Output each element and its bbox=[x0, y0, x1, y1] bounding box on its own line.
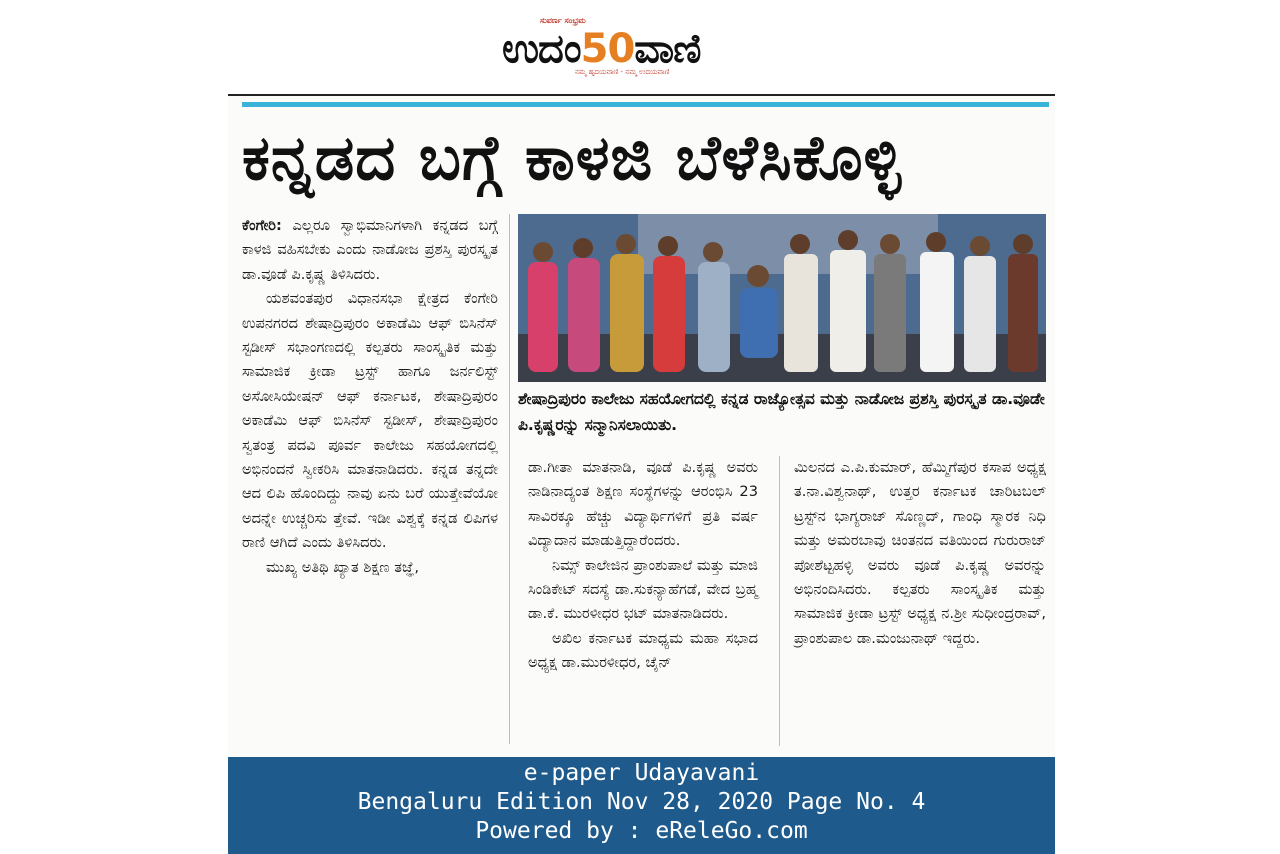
logo-fifty: 50 bbox=[580, 26, 635, 72]
paragraph: ಅಖಿಲ ಕರ್ನಾಟಕ ಮಾಧ್ಯಮ ಮಹಾ ಸಭಾದ ಅಧ್ಯಕ್ಷ ಡಾ.ಮುರಳೀಧರ, ಚೈನ್ bbox=[528, 629, 758, 672]
column-divider bbox=[509, 214, 510, 744]
epaper-footer-banner bbox=[228, 757, 1055, 854]
paragraph-text: ಎಲ್ಲರೂ ಸ್ವಾಭಿಮಾನಿಗಳಾಗಿ ಕನ್ನಡದ ಬಗ್ಗೆ ಕಾಳಜಿ ವಹಿಸಬೇಕು ಎಂದು ನಾಡೋಜ ಪ್ರಶಸ್ತಿ ಪುರಸ್ಕೃತ ಡಾ.ವೂಡೆ ಪಿ.ಕೃಷ್ಣ ತಿಳಿಸಿದರು. bbox=[242, 217, 498, 283]
paragraph: ನಿಮ್ಸ್ ಕಾಲೇಜಿನ ಪ್ರಾಂಶುಪಾಲೆ ಮತ್ತು ಮಾಜಿ ಸಿಂಡಿಕೇಟ್ ಸದಸ್ಯೆ ಡಾ.ಸುಕನ್ಯಾಹೆಗಡೆ, ವೇದ ಬ್ರಹ್ಮ ಡಾ.ಕೆ. ಮುರಳೀಧರ ಭಟ್ ಮಾತನಾಡಿದರು. bbox=[528, 556, 758, 623]
dateline: ಕೆಂಗೇರಿ: bbox=[242, 217, 282, 234]
masthead-tagline: ಸುವರ್ಣ ಸಂಭ್ರಮ bbox=[540, 16, 586, 25]
column-divider bbox=[779, 456, 780, 746]
newspaper-logo bbox=[502, 26, 700, 72]
paragraph: ಡಾ.ಗೀತಾ ಮಾತನಾಡಿ, ವೂಡೆ ಪಿ.ಕೃಷ್ಣ ಅವರು ನಾಡಿನಾದ್ಯಂತ ಶಿಕ್ಷಣ ಸಂಸ್ಥೆಗಳನ್ನು ಆರಂಭಿಸಿ 23 ಸಾವಿರಕ್ಕೂ ಹೆಚ್ಚು ವಿದ್ಯಾರ್ಥಿಗಳಿಗೆ ಪ್ರತಿ ವರ್ಷ ವಿದ್ಯಾದಾನ ಮಾಡುತ್ತಿದ್ದಾರೆಂದರು. bbox=[528, 459, 758, 550]
article-column-2 bbox=[528, 456, 758, 676]
group-photo-image bbox=[518, 214, 1046, 382]
paragraph: ಯಶವಂತಪುರ ವಿಧಾನಸಭಾ ಕ್ಷೇತ್ರದ ಕೆಂಗೇರಿ ಉಪನಗರದ ಶೇಷಾದ್ರಿಪುರಂ ಅಕಾಡೆಮಿ ಆಫ್ ಬಿಸಿನೆಸ್ ಸ್ಟಡೀಸ್ ಸಭಾಂಗಣದಲ್ಲಿ ಕಲ್ಪತರು ಸಾಂಸ್ಕೃತಿಕ ಮತ್ತು ಸಾಮಾಜಿಕ ಕ್ರೀಡಾ ಟ್ರಸ್ಟ್ ಹಾಗೂ ಜರ್ನಲಿಸ್ಟ್ ಅಸೋಸಿಯೇಷನ್ ಆಫ್ ಕರ್ನಾಟಕ, ಶೇಷಾದ್ರಿಪುರಂ ಅಕಾಡೆಮಿ ಆಫ್ ಬಿಸಿನೆಸ್ ಸ್ಟಡೀಸ್, ಶೇಷಾದ್ರಿಪುರಂ ಸ್ವತಂತ್ರ ಪದವಿ ಪೂರ್ವ ಕಾಲೇಜು ಸಹಯೋಗದಲ್ಲಿ ಅಭಿನಂದನೆ ಸ್ವೀಕರಿಸಿ ಮಾತನಾಡಿದರು. ಕನ್ನಡ ತನ್ನದೇ ಆದ ಲಿಪಿ ಹೊಂದಿದ್ದು ನಾವು ಏನು ಬರೆ ಯುತ್ತೇವೆಯೋ ಅದನ್ನೇ ಉಚ್ಚರಿಸು ತ್ತೇವೆ. ಇಡೀ ವಿಶ್ವಕ್ಕೆ ಕನ್ನಡ ಲಿಪಿಗಳ ರಾಣಿ ಆಗಿದೆ ಎಂದು ತಿಳಿಸಿದರು. bbox=[242, 290, 498, 552]
article-column-3 bbox=[794, 456, 1046, 651]
footer-line-3: Powered by : eReleGo.com bbox=[475, 818, 808, 844]
footer-line-2: Bengaluru Edition Nov 28, 2020 Page No. 4 bbox=[357, 789, 926, 815]
paragraph: ಮುಖ್ಯ ಅತಿಥಿ ಖ್ಯಾತ ಶಿಕ್ಷಣ ತಜ್ಞೆ, bbox=[266, 558, 420, 576]
accent-rule bbox=[242, 102, 1049, 107]
footer-line-1: e-paper Udayavani bbox=[523, 760, 760, 786]
article-headline: ಕನ್ನಡದ ಬಗ್ಗೆ ಕಾಳಜಿ ಬೆಳೆಸಿಕೊಳ್ಳಿ bbox=[242, 121, 903, 194]
masthead-logo bbox=[480, 6, 800, 86]
article-column-1 bbox=[242, 214, 498, 580]
logo-text-part1: ಉದಂ bbox=[502, 26, 581, 72]
paragraph: ಮಿಲನದ ಎ.ಪಿ.ಕುಮಾರ್, ಹೆಮ್ಮಿಗೆಪುರ ಕಸಾಪ ಅಧ್ಯಕ್ಷ ತ.ನಾ.ವಿಶ್ವನಾಥ್, ಉತ್ತರ ಕರ್ನಾಟಕ ಚಾರಿಟಬಲ್ ಟ್ರಸ್ಟ್‌ನ ಭಾಗ್ಯರಾಜ್ ಸೊಣ್ಣದ್, ಗಾಂಧಿ ಸ್ಮಾರಕ ನಿಧಿ ಮತ್ತು ಅಮರಬಾವು ಚಿಂತನದ ವತಿಯಿಂದ ಗುರುರಾಜ್ ಪೋಶೆಟ್ಟಹಳ್ಳಿ ಅವರು ವೂಡೆ ಪಿ.ಕೃಷ್ಣ ಅವರನ್ನು ಅಭಿನಂದಿಸಿದರು. ಕಲ್ಪತರು ಸಾಂಸ್ಕೃತಿಕ ಮತ್ತು ಸಾಮಾಜಿಕ ಕ್ರೀಡಾ ಟ್ರಸ್ಟ್ ಅಧ್ಯಕ್ಷ ನ.ಶ್ರೀ ಸುಧೀಂದ್ರರಾವ್, ಪ್ರಾಂಶುಪಾಲ ಡಾ.ಮಂಜುನಾಥ್ ಇದ್ದರು. bbox=[794, 459, 1046, 647]
news-clipping bbox=[228, 94, 1055, 756]
masthead-subline: ನಮ್ಮ ಹೃದಯವಾಣಿ - ನಮ್ಮ ಉದಯವಾಣಿ bbox=[575, 68, 670, 76]
logo-text-part2: ವಾಣಿ bbox=[634, 26, 701, 72]
photo-caption: ಶೇಷಾದ್ರಿಪುರಂ ಕಾಲೇಜು ಸಹಯೋಗದಲ್ಲಿ ಕನ್ನಡ ರಾಜ್ಯೋತ್ಸವ ಮತ್ತು ನಾಡೋಜ ಪ್ರಶಸ್ತಿ ಪುರಸ್ಕೃತ ಡಾ.ವೂಡೇ ಪಿ.ಕೃಷ್ಣರನ್ನು ಸನ್ಮಾನಿಸಲಾಯಿತು. bbox=[518, 390, 1045, 434]
paragraph bbox=[242, 214, 498, 287]
event-photo bbox=[518, 214, 1046, 382]
